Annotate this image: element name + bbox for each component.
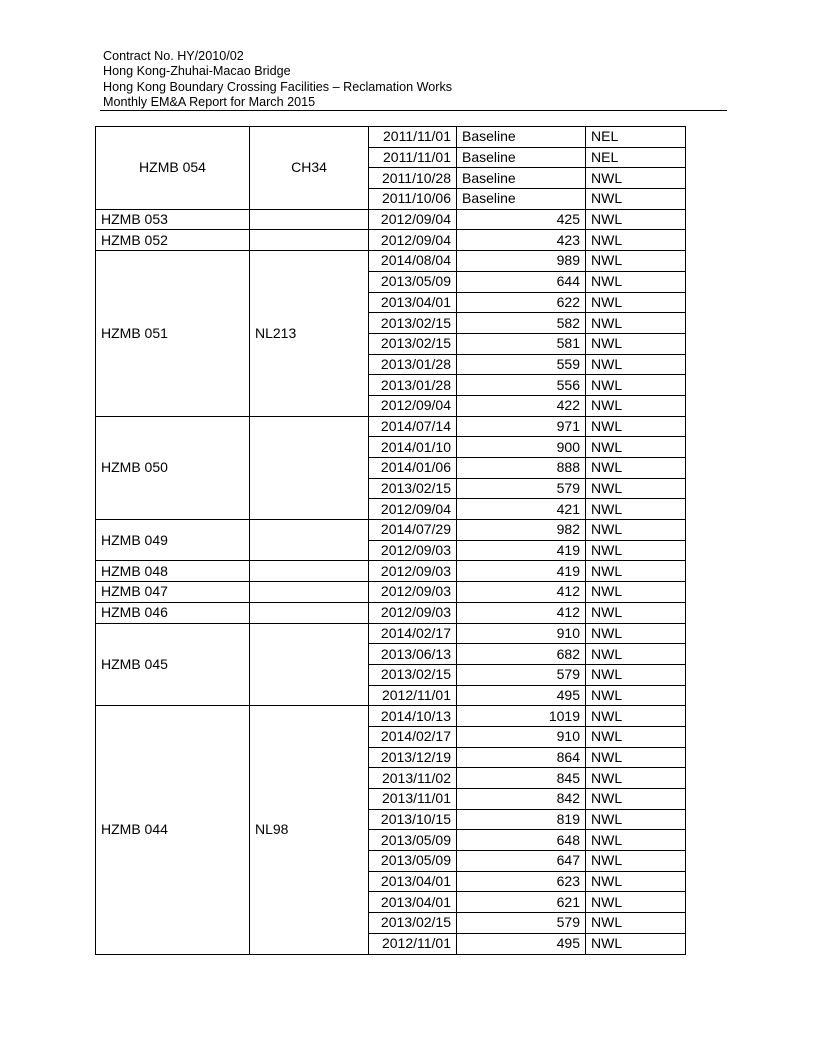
value-cell: 819 xyxy=(457,809,586,830)
station-cell: HZMB 048 xyxy=(96,561,250,582)
reference-cell xyxy=(250,416,369,519)
date-cell: 2014/10/13 xyxy=(369,706,457,727)
table-row xyxy=(96,230,686,251)
type-cell: NWL xyxy=(586,189,686,210)
value-cell: 495 xyxy=(457,685,586,706)
type-cell: NWL xyxy=(586,520,686,541)
value-cell: 421 xyxy=(457,499,586,520)
date-cell: 2014/08/04 xyxy=(369,251,457,272)
type-cell: NWL xyxy=(586,809,686,830)
date-cell: 2012/09/03 xyxy=(369,602,457,623)
monitoring-table xyxy=(95,126,686,955)
date-cell: 2013/11/02 xyxy=(369,768,457,789)
value-cell: 579 xyxy=(457,478,586,499)
table-row xyxy=(96,416,686,437)
type-cell: NWL xyxy=(586,458,686,479)
value-cell: 888 xyxy=(457,458,586,479)
table-row xyxy=(96,602,686,623)
table-row xyxy=(96,520,686,541)
date-cell: 2011/10/06 xyxy=(369,189,457,210)
reference-cell: NL213 xyxy=(250,251,369,417)
date-cell: 2011/10/28 xyxy=(369,168,457,189)
works-name: Hong Kong Boundary Crossing Facilities – Reclamation Works xyxy=(103,79,453,94)
reference-cell xyxy=(250,582,369,603)
type-cell: NWL xyxy=(586,251,686,272)
value-cell: Baseline xyxy=(457,147,586,168)
type-cell: NWL xyxy=(586,499,686,520)
type-cell: NWL xyxy=(586,664,686,685)
date-cell: 2012/09/04 xyxy=(369,499,457,520)
value-cell: 579 xyxy=(457,664,586,685)
value-cell: 559 xyxy=(457,354,586,375)
type-cell: NWL xyxy=(586,540,686,561)
date-cell: 2011/11/01 xyxy=(369,147,457,168)
station-cell: HZMB 045 xyxy=(96,623,250,706)
date-cell: 2013/04/01 xyxy=(369,892,457,913)
header-divider xyxy=(100,110,727,111)
type-cell: NWL xyxy=(586,685,686,706)
station-cell: HZMB 052 xyxy=(96,230,250,251)
date-cell: 2013/11/01 xyxy=(369,789,457,810)
value-cell: 412 xyxy=(457,582,586,603)
type-cell: NWL xyxy=(586,209,686,230)
date-cell: 2011/11/01 xyxy=(369,127,457,148)
date-cell: 2013/02/15 xyxy=(369,913,457,934)
value-cell: Baseline xyxy=(457,168,586,189)
type-cell: NWL xyxy=(586,561,686,582)
value-cell: 845 xyxy=(457,768,586,789)
value-cell: 495 xyxy=(457,933,586,954)
reference-cell: NL98 xyxy=(250,706,369,954)
date-cell: 2013/02/15 xyxy=(369,664,457,685)
value-cell: 644 xyxy=(457,271,586,292)
date-cell: 2013/05/09 xyxy=(369,851,457,872)
value-cell: 621 xyxy=(457,892,586,913)
date-cell: 2012/11/01 xyxy=(369,933,457,954)
date-cell: 2013/01/28 xyxy=(369,354,457,375)
date-cell: 2014/01/10 xyxy=(369,437,457,458)
station-cell: HZMB 053 xyxy=(96,209,250,230)
table-row xyxy=(96,561,686,582)
type-cell: NWL xyxy=(586,933,686,954)
type-cell: NWL xyxy=(586,768,686,789)
table-row xyxy=(96,251,686,272)
type-cell: NWL xyxy=(586,830,686,851)
date-cell: 2012/09/03 xyxy=(369,540,457,561)
type-cell: NWL xyxy=(586,333,686,354)
date-cell: 2013/02/15 xyxy=(369,478,457,499)
date-cell: 2014/02/17 xyxy=(369,726,457,747)
type-cell: NWL xyxy=(586,416,686,437)
station-cell: HZMB 044 xyxy=(96,706,250,954)
type-cell: NWL xyxy=(586,292,686,313)
type-cell: NWL xyxy=(586,602,686,623)
value-cell: 910 xyxy=(457,726,586,747)
table-row xyxy=(96,623,686,644)
value-cell: 864 xyxy=(457,747,586,768)
report-header xyxy=(103,49,452,111)
value-cell: 648 xyxy=(457,830,586,851)
type-cell: NWL xyxy=(586,913,686,934)
date-cell: 2013/05/09 xyxy=(369,271,457,292)
reference-cell xyxy=(250,230,369,251)
type-cell: NWL xyxy=(586,789,686,810)
type-cell: NEL xyxy=(586,127,686,148)
value-cell: 581 xyxy=(457,333,586,354)
date-cell: 2013/02/15 xyxy=(369,333,457,354)
value-cell: 419 xyxy=(457,561,586,582)
type-cell: NWL xyxy=(586,851,686,872)
station-cell: HZMB 050 xyxy=(96,416,250,519)
value-cell: 582 xyxy=(457,313,586,334)
type-cell: NEL xyxy=(586,147,686,168)
type-cell: NWL xyxy=(586,354,686,375)
reference-cell xyxy=(250,520,369,561)
value-cell: 623 xyxy=(457,871,586,892)
date-cell: 2012/09/04 xyxy=(369,230,457,251)
value-cell: 412 xyxy=(457,602,586,623)
type-cell: NWL xyxy=(586,747,686,768)
type-cell: NWL xyxy=(586,168,686,189)
value-cell: 425 xyxy=(457,209,586,230)
value-cell: 647 xyxy=(457,851,586,872)
table-row xyxy=(96,209,686,230)
value-cell: 622 xyxy=(457,292,586,313)
type-cell: NWL xyxy=(586,375,686,396)
reference-cell xyxy=(250,623,369,706)
date-cell: 2013/01/28 xyxy=(369,375,457,396)
report-title: Monthly EM&A Report for March 2015 xyxy=(103,95,316,110)
table-row xyxy=(96,582,686,603)
value-cell: 419 xyxy=(457,540,586,561)
value-cell: 989 xyxy=(457,251,586,272)
date-cell: 2013/12/19 xyxy=(369,747,457,768)
table-row xyxy=(96,706,686,727)
value-cell: 900 xyxy=(457,437,586,458)
reference-cell: CH34 xyxy=(250,127,369,210)
type-cell: NWL xyxy=(586,871,686,892)
date-cell: 2012/09/04 xyxy=(369,395,457,416)
type-cell: NWL xyxy=(586,395,686,416)
station-cell: HZMB 047 xyxy=(96,582,250,603)
value-cell: Baseline xyxy=(457,189,586,210)
value-cell: 842 xyxy=(457,789,586,810)
date-cell: 2013/05/09 xyxy=(369,830,457,851)
date-cell: 2012/09/03 xyxy=(369,561,457,582)
type-cell: NWL xyxy=(586,892,686,913)
date-cell: 2012/09/04 xyxy=(369,209,457,230)
type-cell: NWL xyxy=(586,313,686,334)
reference-cell xyxy=(250,561,369,582)
date-cell: 2013/06/13 xyxy=(369,644,457,665)
type-cell: NWL xyxy=(586,644,686,665)
date-cell: 2014/01/06 xyxy=(369,458,457,479)
station-cell: HZMB 049 xyxy=(96,520,250,561)
reference-cell xyxy=(250,209,369,230)
station-cell: HZMB 046 xyxy=(96,602,250,623)
project-name: Hong Kong-Zhuhai-Macao Bridge xyxy=(103,64,291,79)
reference-cell xyxy=(250,602,369,623)
type-cell: NWL xyxy=(586,230,686,251)
value-cell: 1019 xyxy=(457,706,586,727)
type-cell: NWL xyxy=(586,271,686,292)
type-cell: NWL xyxy=(586,726,686,747)
date-cell: 2014/07/29 xyxy=(369,520,457,541)
value-cell: 682 xyxy=(457,644,586,665)
type-cell: NWL xyxy=(586,582,686,603)
contract-number: Contract No. HY/2010/02 xyxy=(103,49,244,63)
value-cell: 556 xyxy=(457,375,586,396)
type-cell: NWL xyxy=(586,437,686,458)
date-cell: 2013/04/01 xyxy=(369,871,457,892)
type-cell: NWL xyxy=(586,623,686,644)
value-cell: 982 xyxy=(457,520,586,541)
date-cell: 2013/10/15 xyxy=(369,809,457,830)
table-row xyxy=(96,127,686,148)
type-cell: NWL xyxy=(586,478,686,499)
monitoring-table-body xyxy=(96,127,686,955)
date-cell: 2012/09/03 xyxy=(369,582,457,603)
value-cell: 423 xyxy=(457,230,586,251)
value-cell: 971 xyxy=(457,416,586,437)
type-cell: NWL xyxy=(586,706,686,727)
value-cell: 579 xyxy=(457,913,586,934)
value-cell: 910 xyxy=(457,623,586,644)
date-cell: 2012/11/01 xyxy=(369,685,457,706)
value-cell: 422 xyxy=(457,395,586,416)
date-cell: 2014/02/17 xyxy=(369,623,457,644)
station-cell: HZMB 054 xyxy=(96,127,250,210)
date-cell: 2013/04/01 xyxy=(369,292,457,313)
value-cell: Baseline xyxy=(457,127,586,148)
date-cell: 2013/02/15 xyxy=(369,313,457,334)
station-cell: HZMB 051 xyxy=(96,251,250,417)
date-cell: 2014/07/14 xyxy=(369,416,457,437)
